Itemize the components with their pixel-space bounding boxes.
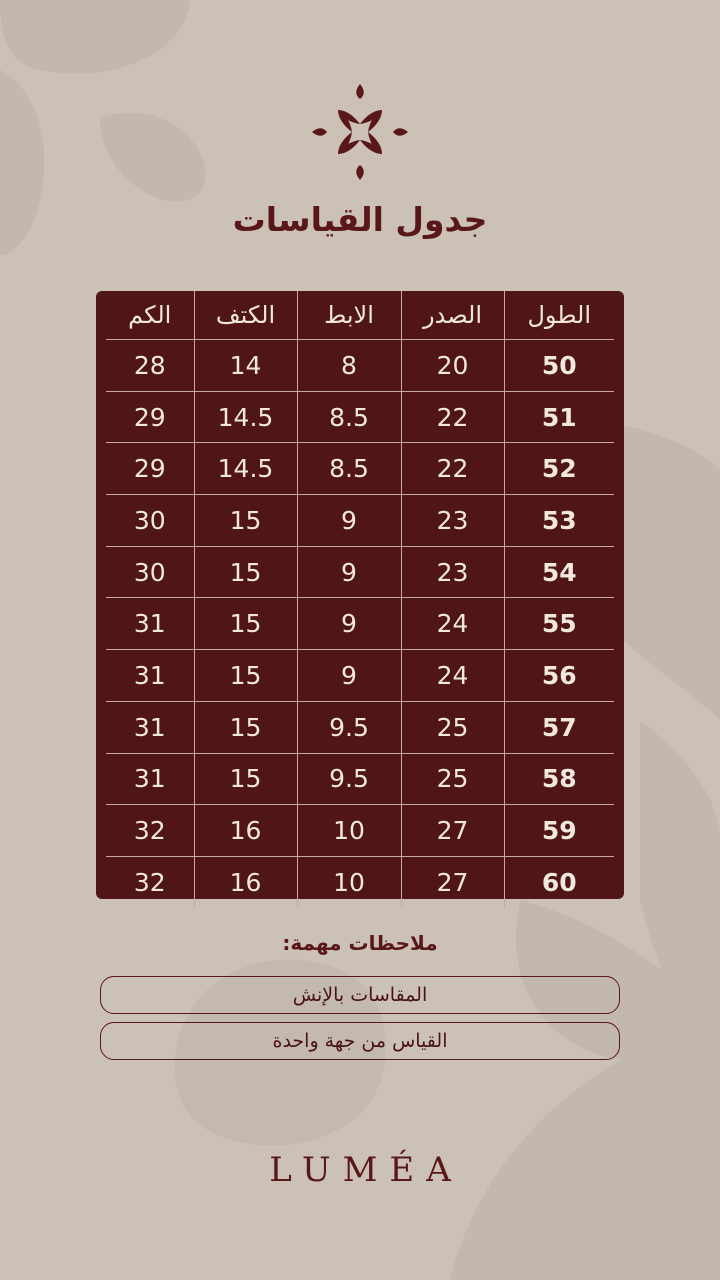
note-item: القياس من جهة واحدة <box>100 1022 620 1060</box>
floral-mark-icon <box>310 82 410 182</box>
cell-shoulder: 15 <box>194 753 297 805</box>
cell-length: 59 <box>504 805 614 857</box>
cell-chest: 25 <box>401 701 504 753</box>
cell-armpit: 9 <box>297 650 401 702</box>
cell-chest: 27 <box>401 805 504 857</box>
header-length: الطول <box>504 291 614 340</box>
brand-logo: LUMÉA <box>269 1150 463 1190</box>
cell-sleeve: 32 <box>133 867 166 897</box>
cell-armpit: 9.5 <box>297 701 401 753</box>
note-item: المقاسات بالإنش <box>100 976 620 1014</box>
table-header-row <box>106 291 614 340</box>
cell-armpit: 8 <box>297 340 401 392</box>
cell-sleeve: 31 <box>106 753 194 805</box>
cell-shoulder: 16 <box>194 856 297 907</box>
table-row <box>106 650 614 702</box>
cell-sleeve: 30 <box>106 546 194 598</box>
header-armpit: الابط <box>297 291 401 340</box>
cell-armpit: 8.5 <box>297 391 401 443</box>
cell-sleeve: 30 <box>106 495 194 547</box>
cell-shoulder: 14.5 <box>194 443 297 495</box>
size-chart-table <box>96 291 624 899</box>
cell-armpit: 9 <box>297 598 401 650</box>
header-chest: الصدر <box>401 291 504 340</box>
cell-chest: 20 <box>401 340 504 392</box>
table-row <box>106 546 614 598</box>
table-row <box>106 701 614 753</box>
cell-sleeve: 29 <box>106 443 194 495</box>
table-row <box>106 391 614 443</box>
cell-shoulder: 15 <box>194 650 297 702</box>
table-row <box>106 340 614 392</box>
cell-chest: 23 <box>401 495 504 547</box>
header-shoulder: الكتف <box>194 291 297 340</box>
table-row <box>106 856 614 907</box>
cell-chest: 22 <box>401 443 504 495</box>
cell-shoulder: 15 <box>194 546 297 598</box>
cell-length: 52 <box>504 443 614 495</box>
cell-chest: 24 <box>401 598 504 650</box>
table-row <box>106 753 614 805</box>
cell-length: 54 <box>504 546 614 598</box>
table-row <box>106 805 614 857</box>
cell-chest: 22 <box>401 391 504 443</box>
cell-shoulder: 15 <box>194 598 297 650</box>
cell-armpit: 9 <box>297 495 401 547</box>
cell-armpit: 9 <box>297 546 401 598</box>
header-sleeve: الكم <box>106 291 194 340</box>
page-title: جدول القياسات <box>232 200 488 239</box>
notes-title: ملاحظات مهمة: <box>282 931 438 955</box>
cell-shoulder: 15 <box>194 495 297 547</box>
table-row <box>106 598 614 650</box>
cell-armpit: 9.5 <box>297 753 401 805</box>
cell-armpit: 10 <box>297 856 401 907</box>
cell-length: 50 <box>504 340 614 392</box>
cell-length: 58 <box>504 753 614 805</box>
cell-sleeve: 28 <box>106 340 194 392</box>
cell-sleeve: 32 <box>106 805 194 857</box>
cell-armpit: 10 <box>297 805 401 857</box>
cell-shoulder: 14.5 <box>194 391 297 443</box>
cell-length: 60 <box>504 856 614 907</box>
cell-chest: 23 <box>401 546 504 598</box>
cell-length: 53 <box>504 495 614 547</box>
cell-armpit: 8.5 <box>297 443 401 495</box>
cell-shoulder: 15 <box>194 701 297 753</box>
cell-length: 57 <box>504 701 614 753</box>
cell-shoulder: 14 <box>194 340 297 392</box>
cell-shoulder: 16 <box>194 805 297 857</box>
cell-chest: 24 <box>401 650 504 702</box>
cell-chest: 25 <box>401 753 504 805</box>
cell-sleeve: 31 <box>106 701 194 753</box>
cell-length: 51 <box>504 391 614 443</box>
cell-chest: 27 <box>401 856 504 907</box>
table-row <box>106 443 614 495</box>
cell-length: 55 <box>504 598 614 650</box>
cell-length: 56 <box>504 650 614 702</box>
cell-sleeve: 29 <box>106 391 194 443</box>
cell-sleeve: 31 <box>106 598 194 650</box>
table-row <box>106 495 614 547</box>
cell-sleeve: 31 <box>106 650 194 702</box>
